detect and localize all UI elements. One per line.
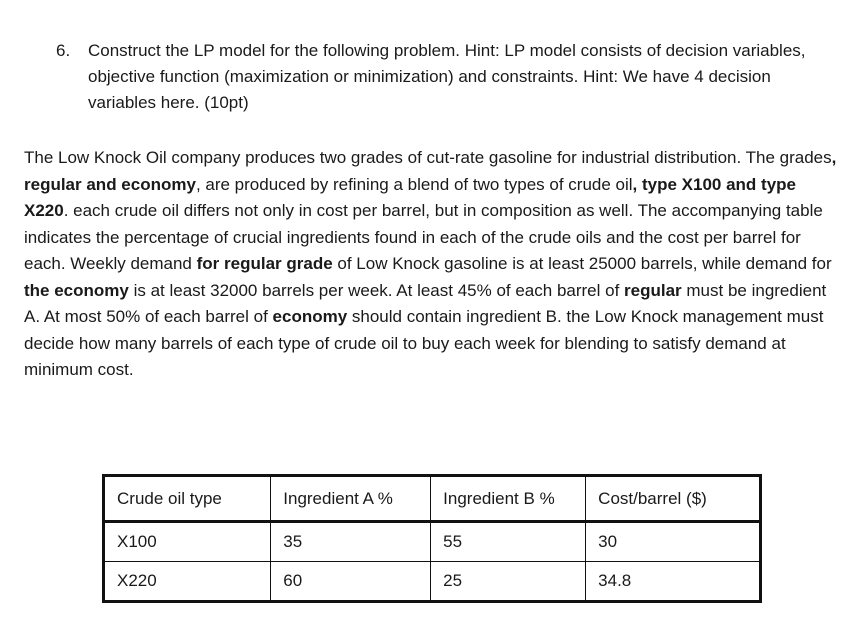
paragraph-bold-text: , regular and economy bbox=[24, 148, 837, 194]
table-header-row bbox=[104, 476, 761, 522]
question-text: Construct the LP model for the following problem. Hint: LP model consists of decision variables, objective function (maximization or minimization) and constraints. Hint: We have 4 decision variables here. (10pt) bbox=[88, 41, 806, 112]
table-cell: 25 bbox=[431, 562, 586, 602]
table-header-cell: Ingredient A % bbox=[271, 476, 431, 522]
paragraph-text: . each crude oil differs not only in cost per barrel, but in composition as well. The accompanying table indicates the percentage of crucial ingredients found in each of the crude oils and the cost per barrel for each. Weekly demand bbox=[24, 201, 823, 273]
table-cell: 35 bbox=[271, 522, 431, 562]
table-cell: 34.8 bbox=[586, 562, 761, 602]
problem-paragraph bbox=[24, 145, 839, 384]
crude-oil-table bbox=[102, 474, 762, 603]
paragraph-text: is at least 32000 barrels per week. At least 45% of each barrel of bbox=[128, 280, 625, 300]
table-cell: 55 bbox=[431, 522, 586, 562]
table-cell: 30 bbox=[586, 522, 761, 562]
paragraph-bold-text: economy bbox=[272, 307, 348, 326]
table-header-cell: Crude oil type bbox=[104, 476, 271, 522]
table-header-cell: Cost/barrel ($) bbox=[586, 476, 761, 522]
table-header-cell: Ingredient B % bbox=[431, 476, 586, 522]
paragraph-bold-text: regular bbox=[624, 280, 682, 300]
paragraph-bold-text: , type X100 and type X220 bbox=[24, 174, 796, 220]
paragraph-text: must be ingredient A. At most 50% of each barrel of bbox=[24, 280, 827, 326]
question-number: 6. bbox=[56, 41, 71, 60]
question-block bbox=[56, 38, 816, 116]
paragraph-text: The Low Knock Oil company produces two grades of cut-rate gasoline for industrial distribution. The grades bbox=[24, 148, 832, 167]
table-cell: X220 bbox=[104, 562, 271, 602]
paragraph-bold-text: for regular grade bbox=[196, 254, 333, 273]
paragraph-text: , are produced by refining a blend of two types of crude oil bbox=[195, 174, 633, 194]
table-row bbox=[104, 522, 761, 562]
paragraph-bold-text: the economy bbox=[24, 280, 129, 300]
table-cell: 60 bbox=[271, 562, 431, 602]
table-row bbox=[104, 562, 761, 602]
paragraph-text: of Low Knock gasoline is at least 25000 barrels, while demand for bbox=[332, 254, 832, 273]
table-cell: X100 bbox=[104, 522, 271, 562]
paragraph-text: should contain ingredient B. the Low Knock management must decide how many barrels of each type of crude oil to buy each week for blending to satisfy demand at minimum cost. bbox=[24, 307, 824, 379]
